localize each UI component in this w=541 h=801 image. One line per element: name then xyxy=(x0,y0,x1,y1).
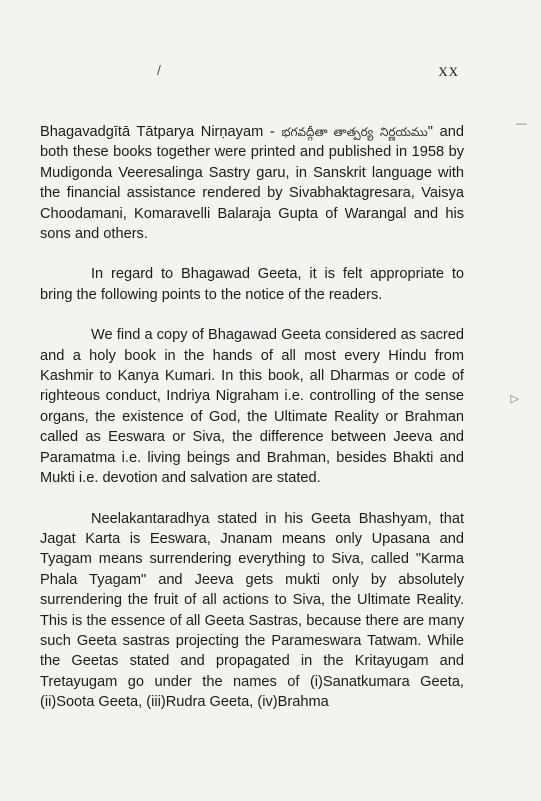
paragraph-1-text: " and both these books together were printed and published in 1958 by Mudigonda Veeresalinga Sastry garu, in Sanskrit language with the financial assistance rendered by Sivabhaktagresara, Vaisya Choodamani, Komaravelli Balaraja Gupta of Warangal and his sons and others. xyxy=(40,124,465,243)
paragraph-1 xyxy=(40,122,464,244)
paragraph-3: We find a copy of Bhagawad Geeta considered as sacred and a holy book in the hands of all most every Hindu from Kashmir to Kanya Kumari. In this book, all Dharmas or code of righteous conduct, Indriya Nigraham i.e. controlling of the sense organs, the existence of God, the Ultimate Reality or Brahman called as Eeswara or Siva, the difference between Jeeva and Paramatma i.e. living beings and Brahman, besides Bhakti and Mukti i.e. devotion and salvation are stated. xyxy=(40,327,464,487)
margin-tick-mark: / xyxy=(157,62,161,78)
margin-arrow-mark: ▷ xyxy=(510,393,519,405)
margin-scratch-mark: — xyxy=(516,118,527,130)
telugu-title-part-2: నిర్ణయము xyxy=(379,125,428,139)
book-title: Bhagavadgītā Tātparya Nirṇayam - xyxy=(40,124,282,140)
body-text xyxy=(40,122,464,733)
paragraph-4: Neelakantaradhya stated in his Geeta Bhashyam, that Jagat Karta is Eeswara, Jnanam means only Upasana and Tyagam means surrendering everything to Siva, called "Karma Phala Tyagam" and Jeeva gets mukti only by absolutely surrendering the fruit of all actions to Siva, the Ultimate Reality. This is the essence of all Geeta Sastras, because there are many such Geeta sastras projecting the Parameswara Tatwam. While the Geetas stated and propagated in the Kritayugam and Tretayugam go under the names of (i)Sanatkumara Geeta, (ii)Soota Geeta, (iii)Rudra Geeta, (iv)Brahma xyxy=(40,510,464,711)
page-number: XX xyxy=(438,64,459,79)
telugu-title-part-1: భగవద్గీతా తాత్పర్య xyxy=(281,125,374,139)
paragraph-2: In regard to Bhagawad Geeta, it is felt appropriate to bring the following points to the notice of the readers. xyxy=(40,266,464,303)
